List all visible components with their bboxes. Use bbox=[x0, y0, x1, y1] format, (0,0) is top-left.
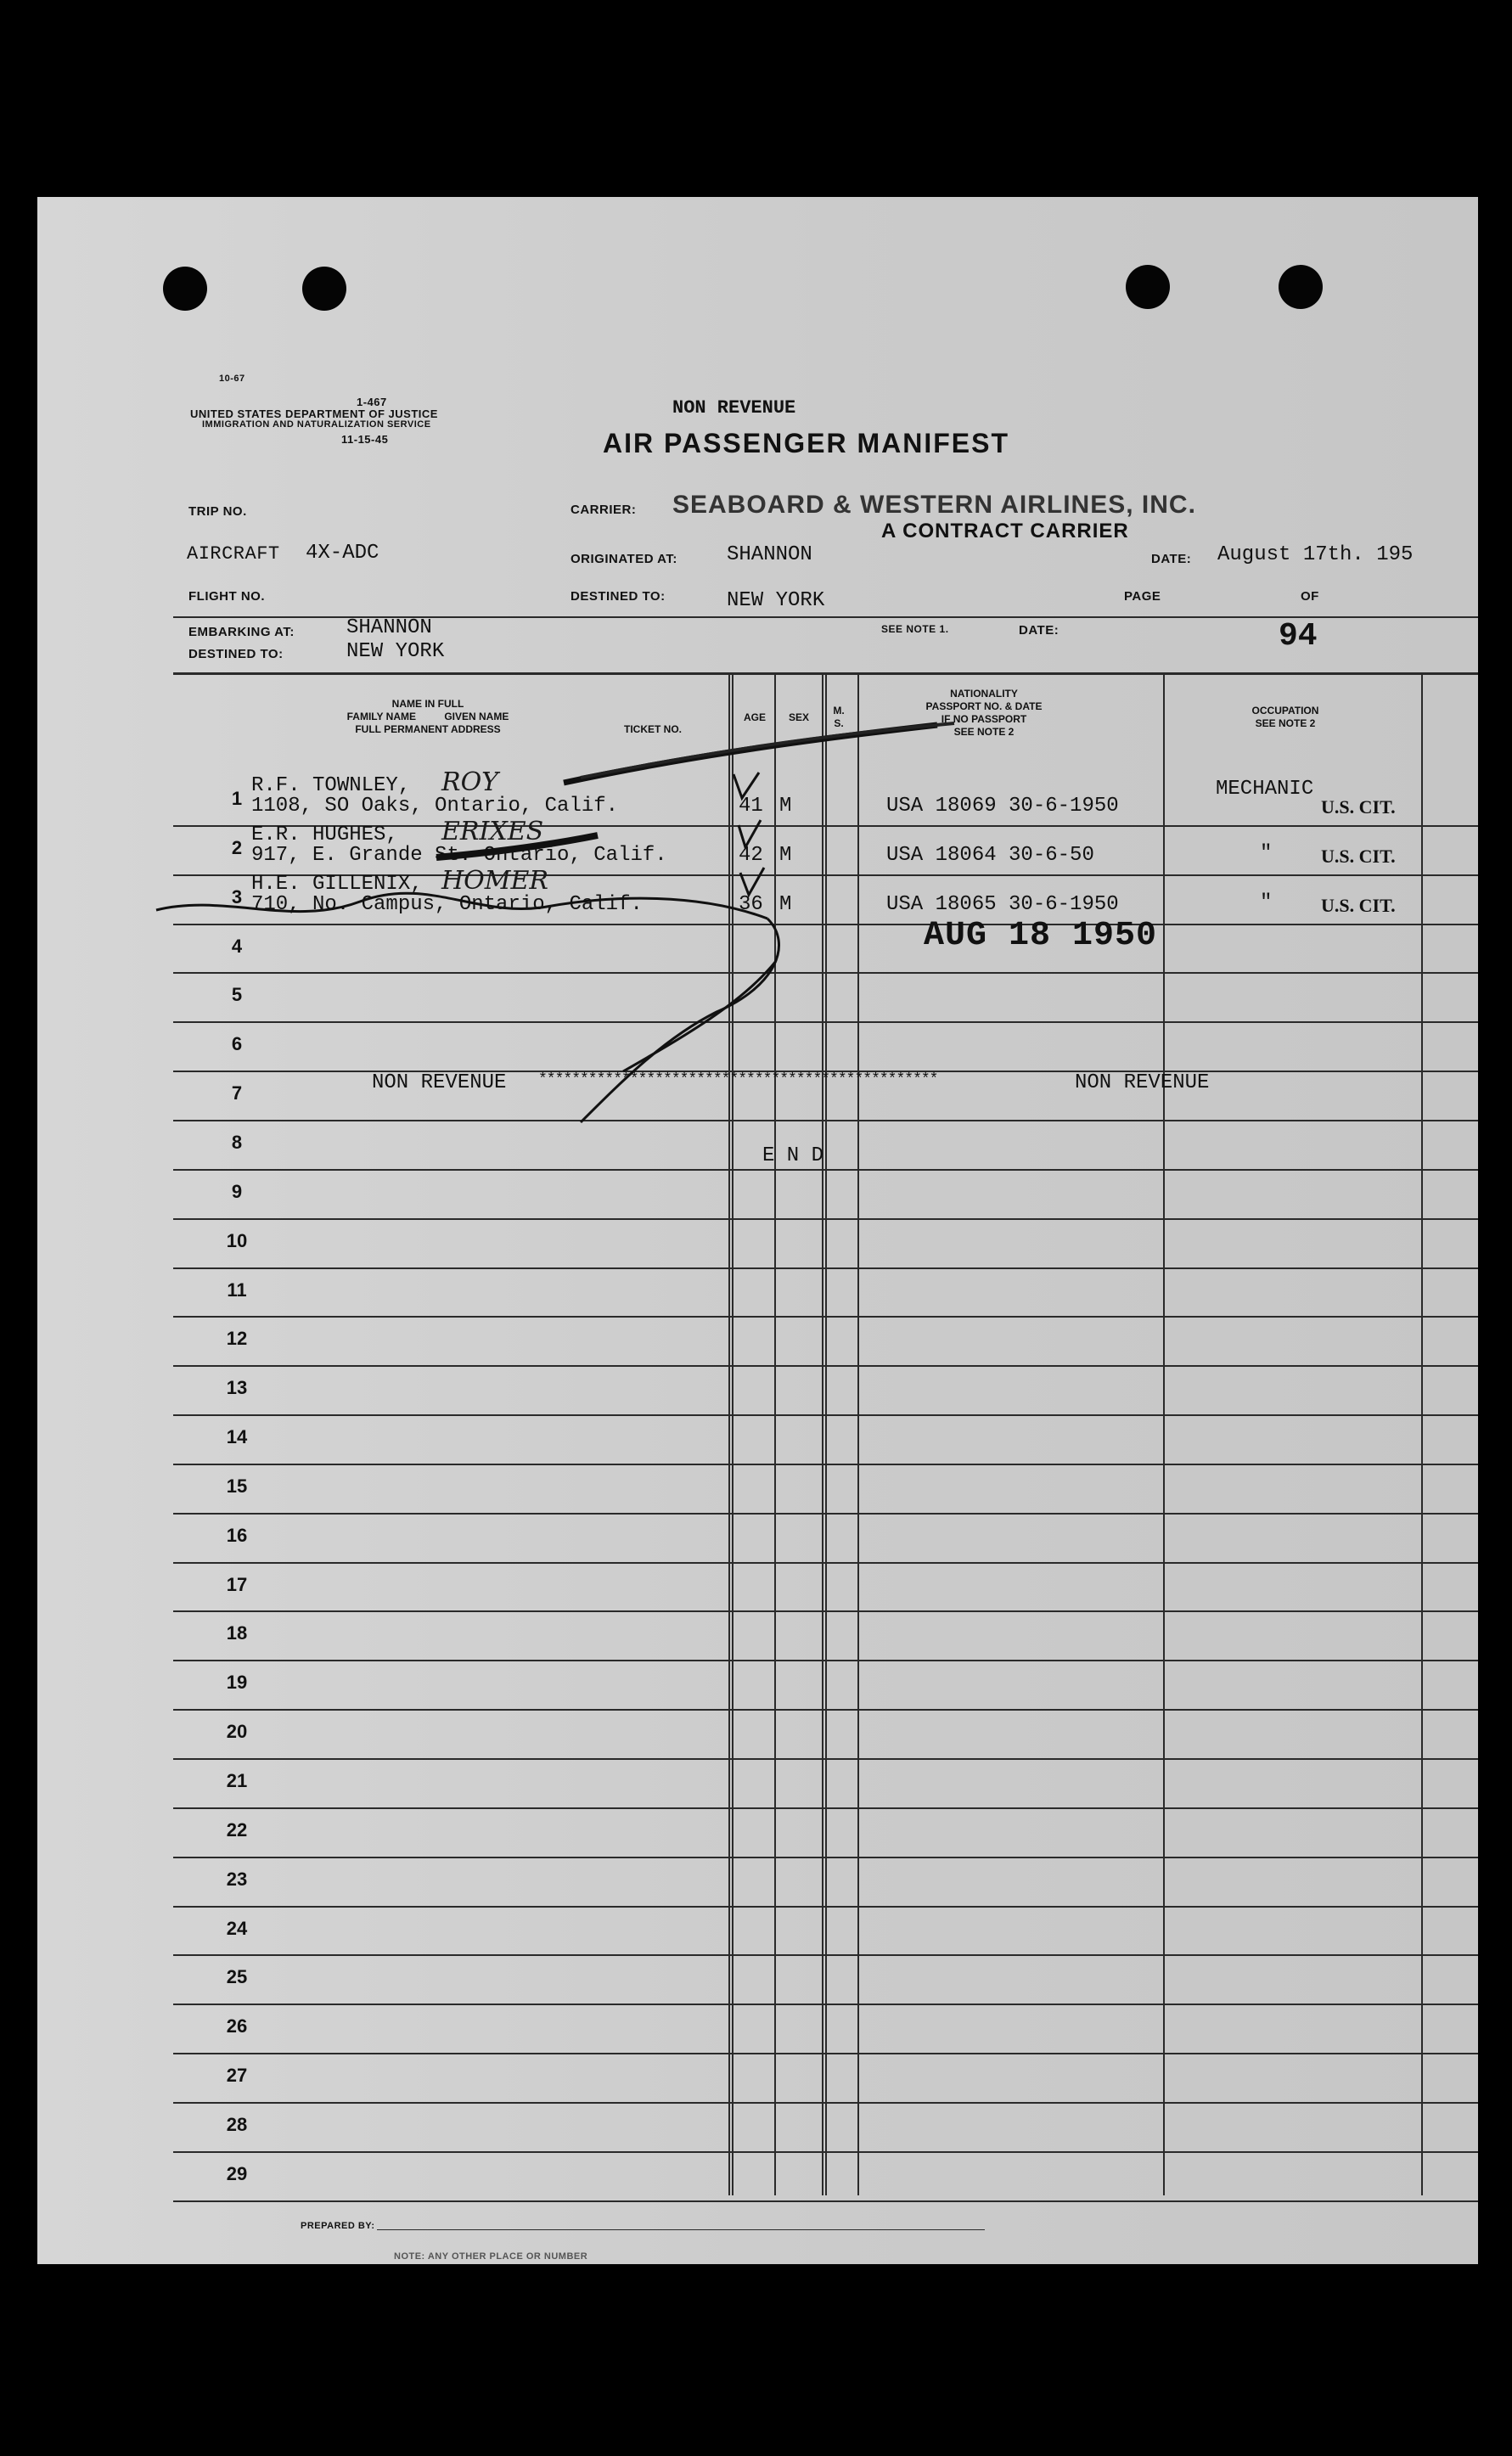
row-number: 5 bbox=[231, 984, 243, 1006]
non-revenue-top: NON REVENUE bbox=[672, 397, 796, 419]
carrier-name: SEABOARD & WESTERN AIRLINES, INC. bbox=[672, 491, 1196, 519]
prepared-label: PREPARED BY: bbox=[301, 2221, 375, 2231]
non-revenue-stars: ************************************************ bbox=[538, 1071, 938, 1088]
passenger-given-name: ROY bbox=[441, 767, 498, 797]
passenger-sex: M bbox=[779, 795, 792, 818]
destined-label: DESTINED TO: bbox=[571, 589, 666, 604]
nat-h4: SEE NOTE 2 bbox=[953, 726, 1015, 738]
contract-carrier: A CONTRACT CARRIER bbox=[881, 520, 1129, 542]
passenger-status: U.S. CIT. bbox=[1321, 845, 1396, 867]
row-number: 24 bbox=[226, 1917, 248, 1939]
row-number: 13 bbox=[226, 1377, 248, 1399]
passenger-occupation: " bbox=[1260, 891, 1273, 914]
passenger-name: E.R. HUGHES, bbox=[251, 823, 398, 846]
aircraft-label: AIRCRAFT bbox=[187, 543, 280, 565]
dept-code: 1-467 bbox=[357, 396, 387, 408]
row-number: 29 bbox=[226, 2162, 248, 2184]
row-number: 6 bbox=[231, 1033, 243, 1055]
col-head-age: AGE bbox=[743, 711, 766, 723]
page-number: 94 bbox=[1279, 618, 1318, 655]
row-number: 20 bbox=[226, 1721, 248, 1743]
passenger-name: H.E. GILLENIX, bbox=[251, 872, 423, 896]
date-stamp: AUG 18 1950 bbox=[924, 917, 1158, 955]
dept-date: 11-15-45 bbox=[341, 433, 389, 446]
occ-h1: OCCUPATION bbox=[1251, 705, 1319, 717]
nat-h2: PASSPORT NO. & DATE bbox=[925, 700, 1043, 712]
row-number: 16 bbox=[226, 1524, 248, 1546]
name-h1: NAME IN FULL bbox=[391, 698, 464, 710]
row-number: 1 bbox=[231, 788, 243, 809]
row-number: 19 bbox=[226, 1672, 248, 1694]
date-label: DATE: bbox=[1151, 552, 1192, 566]
originated-label: ORIGINATED AT: bbox=[571, 552, 677, 566]
strike-marks bbox=[37, 197, 1478, 2264]
date-value: August 17th. 195 bbox=[1217, 543, 1414, 566]
passenger-address: 917, E. Grande St. Ontario, Calif. bbox=[251, 843, 667, 867]
form-number: 10-67 bbox=[219, 374, 245, 384]
non-revenue-left: NON REVENUE bbox=[372, 1071, 507, 1094]
row-number: 3 bbox=[231, 885, 243, 908]
name-h2: FAMILY NAME GIVEN NAME bbox=[346, 711, 509, 722]
col-head-ticket: TICKET NO. bbox=[624, 723, 682, 735]
passenger-occupation: MECHANIC bbox=[1216, 778, 1314, 801]
embarking-label: EMBARKING AT: bbox=[188, 625, 295, 639]
page-title: AIR PASSENGER MANIFEST bbox=[603, 428, 1009, 458]
row-number: 18 bbox=[226, 1622, 248, 1644]
destined-to-value: NEW YORK bbox=[346, 640, 445, 663]
row-number: 21 bbox=[226, 1770, 248, 1791]
row-number: 4 bbox=[231, 935, 243, 957]
manifest-sheet bbox=[37, 197, 1478, 2264]
date2-label: DATE: bbox=[1019, 623, 1060, 638]
row-number: 23 bbox=[226, 1868, 248, 1890]
row-number: 25 bbox=[226, 1966, 248, 1988]
row-number: 10 bbox=[226, 1229, 248, 1251]
occ-h2: SEE NOTE 2 bbox=[1255, 717, 1316, 729]
carrier-label: CARRIER: bbox=[571, 503, 637, 517]
passenger-passport: USA 18065 30-6-1950 bbox=[886, 892, 1119, 916]
passenger-sex: M bbox=[779, 892, 792, 916]
flight-label: FLIGHT NO. bbox=[188, 589, 265, 604]
see-note: SEE NOTE 1. bbox=[881, 623, 949, 635]
passenger-status: U.S. CIT. bbox=[1321, 796, 1396, 818]
passenger-age: 41 bbox=[739, 795, 763, 818]
page-label: PAGE bbox=[1124, 589, 1161, 604]
passenger-status: U.S. CIT. bbox=[1321, 894, 1396, 916]
originated-value: SHANNON bbox=[727, 543, 812, 566]
nat-h1: NATIONALITY bbox=[950, 688, 1018, 700]
end-marker: E N D bbox=[762, 1144, 824, 1167]
name-h3: FULL PERMANENT ADDRESS bbox=[355, 723, 501, 735]
passenger-address: 710, No. Campus, Ontario, Calif. bbox=[251, 892, 643, 916]
row-number: 26 bbox=[226, 2015, 248, 2037]
row-number: 8 bbox=[231, 1131, 243, 1153]
passenger-given-name: ERIXES bbox=[441, 816, 544, 846]
dept-line2: IMMIGRATION AND NATURALIZATION SERVICE bbox=[202, 419, 431, 430]
passenger-passport: USA 18069 30-6-1950 bbox=[886, 795, 1119, 818]
passenger-occupation: " bbox=[1260, 841, 1273, 865]
row-number: 7 bbox=[231, 1082, 243, 1104]
row-number: 15 bbox=[226, 1475, 248, 1497]
embarking-value: SHANNON bbox=[346, 616, 432, 639]
passenger-age: 42 bbox=[739, 843, 763, 867]
passenger-name: R.F. TOWNLEY, bbox=[251, 774, 411, 797]
destined-to-label: DESTINED TO: bbox=[188, 647, 284, 661]
dept-line1: UNITED STATES DEPARTMENT OF JUSTICE bbox=[190, 407, 438, 420]
row-number: 22 bbox=[226, 1818, 248, 1841]
passenger-age: 36 bbox=[739, 892, 763, 916]
destined-value: NEW YORK bbox=[727, 589, 825, 612]
row-number: 12 bbox=[226, 1328, 248, 1350]
prepared-line bbox=[377, 2229, 985, 2230]
row-number: 27 bbox=[226, 2065, 248, 2087]
passenger-given-name: HOMER bbox=[441, 865, 548, 896]
non-revenue-right: NON REVENUE bbox=[1075, 1071, 1210, 1094]
of-label: OF bbox=[1301, 589, 1319, 604]
nat-h3: IF NO PASSPORT bbox=[941, 713, 1027, 725]
row-number: 9 bbox=[231, 1180, 243, 1202]
passenger-address: 1108, SO Oaks, Ontario, Calif. bbox=[251, 795, 619, 818]
col-head-ms: M. S. bbox=[833, 705, 845, 729]
footer-note: NOTE: ANY OTHER PLACE OR NUMBER bbox=[394, 2251, 588, 2262]
col-head-sex: SEX bbox=[788, 711, 809, 723]
row-number: 17 bbox=[226, 1573, 248, 1595]
row-number: 14 bbox=[226, 1426, 248, 1448]
passenger-passport: USA 18064 30-6-50 bbox=[886, 843, 1094, 867]
row-number: 11 bbox=[227, 1279, 247, 1301]
aircraft-value: 4X-ADC bbox=[306, 542, 379, 565]
row-number: 2 bbox=[231, 836, 243, 858]
row-number: 28 bbox=[226, 2113, 248, 2135]
trip-label: TRIP NO. bbox=[188, 504, 247, 519]
passenger-sex: M bbox=[779, 843, 792, 867]
